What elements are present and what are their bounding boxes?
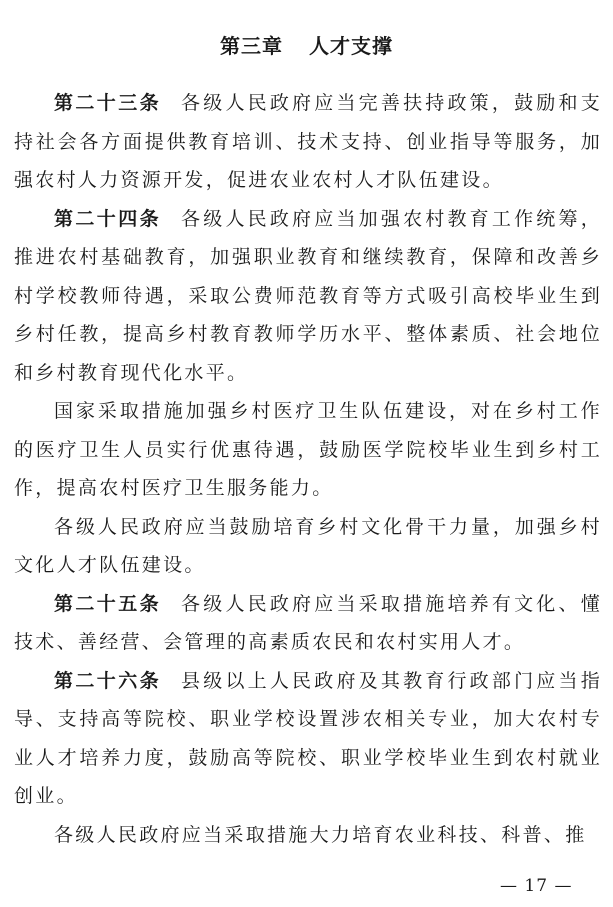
- article-label: 第二十六条: [54, 669, 162, 692]
- article-label: 第二十五条: [54, 592, 162, 615]
- article-label: 第二十四条: [54, 207, 162, 230]
- paragraph-text: 各级人民政府应当采取措施大力培育农业科技、科普、推: [54, 823, 587, 846]
- article-24-paragraph: [14, 200, 602, 393]
- chapter-title-text: 人才支撑: [309, 34, 393, 58]
- article-24-culture-paragraph: [14, 508, 602, 585]
- article-25-paragraph: [14, 585, 602, 662]
- article-26-continuation-paragraph: [14, 816, 602, 855]
- paragraph-text: 各级人民政府应当加强农村教育工作统筹，推进农村基础教育，加强职业教育和继续教育，保障和改善乡村学校教师待遇，采取公费师范教育等方式吸引高校毕业生到乡村任教，提高乡村教育教师学历水平、整体素质、社会地位和乡村教育现代化水平。: [14, 207, 602, 384]
- chapter-number: 第三章: [220, 34, 283, 58]
- paragraph-text: 各级人民政府应当完善扶持政策，鼓励和支持社会各方面提供教育培训、技术支持、创业指导等服务，加强农村人力资源开发，促进农业农村人才队伍建设。: [14, 92, 602, 191]
- page-number: — 17 —: [500, 876, 573, 896]
- chapter-heading: [0, 30, 613, 59]
- paragraph-text: 县级以上人民政府及其教育行政部门应当指导、支持高等院校、职业学校设置涉农相关专业，加大农村专业人才培养力度，鼓励高等院校、职业学校毕业生到农村就业创业。: [14, 669, 602, 807]
- article-24-medical-paragraph: [14, 392, 602, 508]
- paragraph-text: 各级人民政府应当采取措施培养有文化、懂技术、善经营、会管理的高素质农民和农村实用人才。: [14, 592, 602, 653]
- paragraph-text: 各级人民政府应当鼓励培育乡村文化骨干力量，加强乡村文化人才队伍建设。: [14, 515, 602, 576]
- article-26-paragraph: [14, 662, 602, 816]
- article-23-paragraph: [14, 84, 602, 200]
- paragraph-text: 国家采取措施加强乡村医疗卫生队伍建设，对在乡村工作的医疗卫生人员实行优惠待遇，鼓励医学院校毕业生到乡村工作，提高农村医疗卫生服务能力。: [14, 400, 602, 499]
- article-label: 第二十三条: [54, 92, 162, 114]
- article-body: [14, 84, 602, 854]
